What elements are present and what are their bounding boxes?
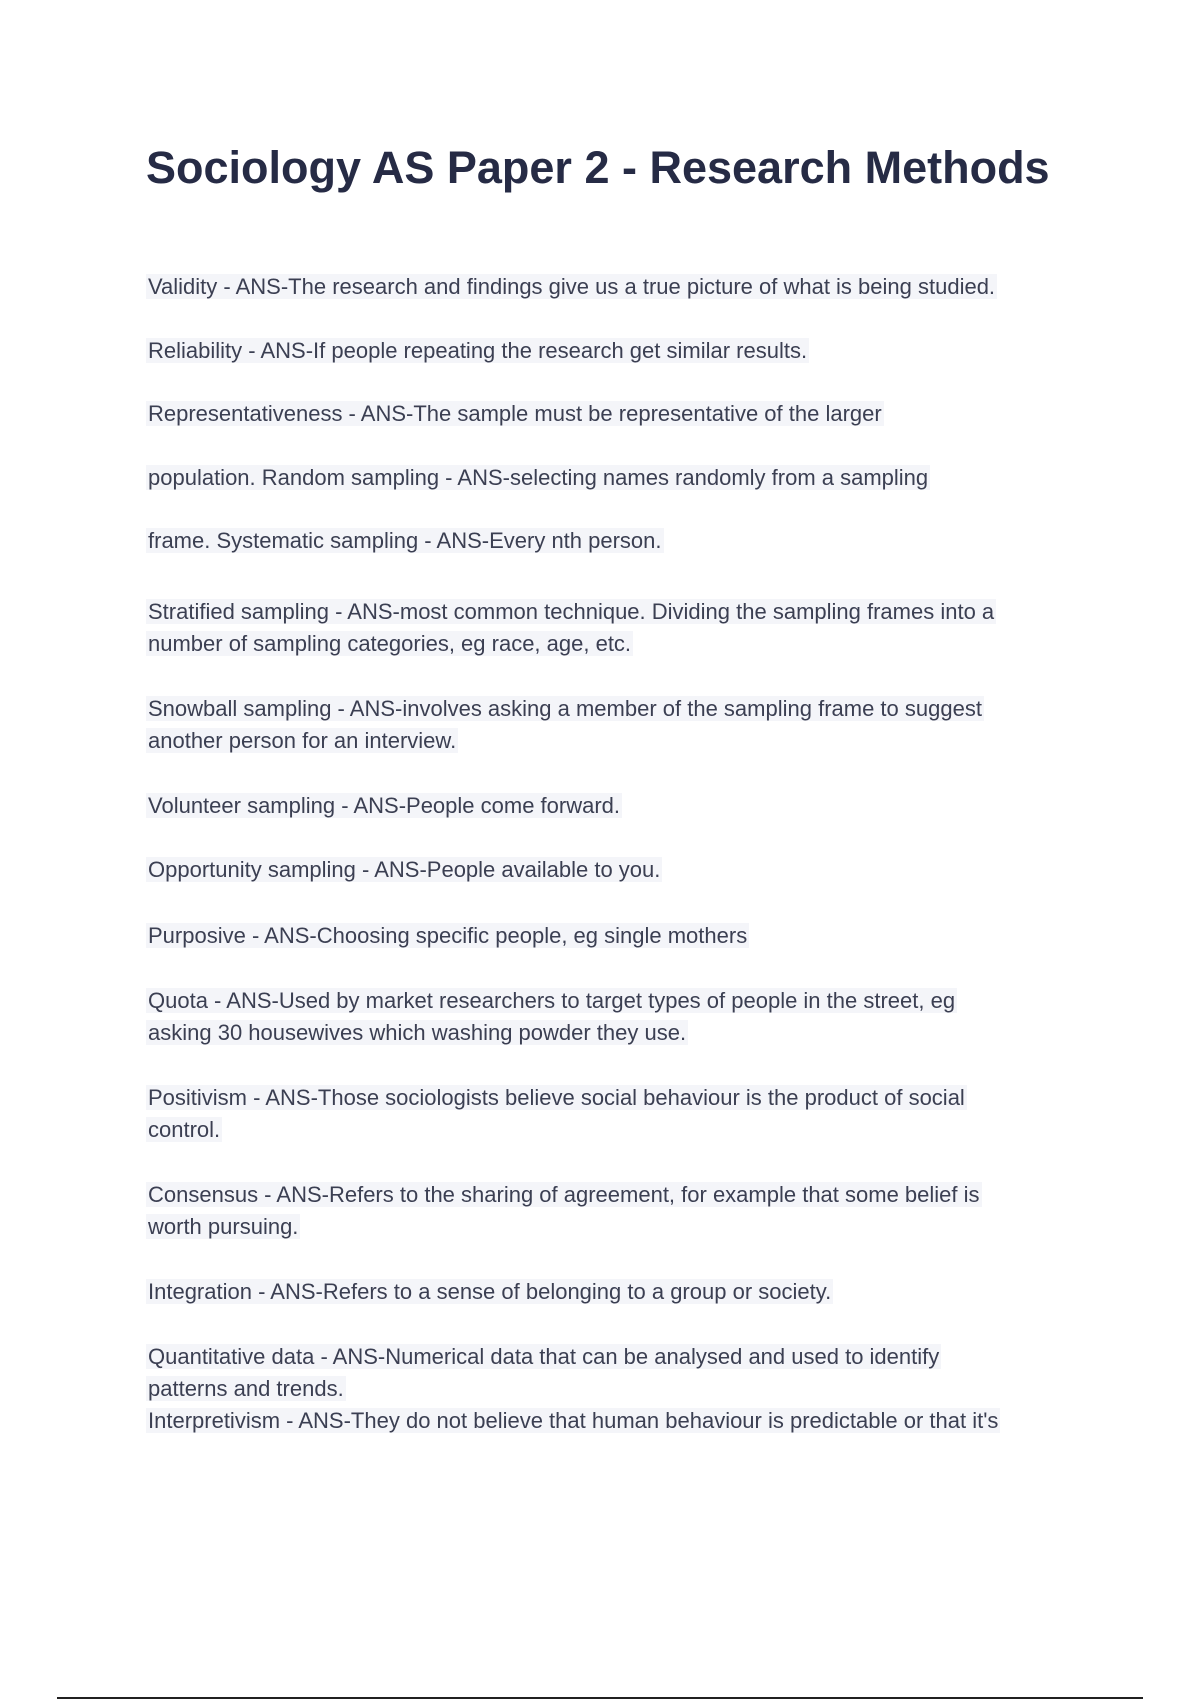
line-text: Integration - ANS-Refers to a sense of belonging to a group or society. bbox=[148, 1279, 832, 1304]
line-text: Representativeness - ANS-The sample must be representative of the larger bbox=[148, 401, 882, 426]
line-text: Purposive - ANS-Choosing specific people, eg single mothers bbox=[148, 923, 748, 948]
line-text: frame. Systematic sampling - ANS-Every nth person. bbox=[148, 528, 662, 553]
line-text: population. Random sampling - ANS-selecting names randomly from a sampling bbox=[148, 465, 929, 490]
text-line-quota-cont bbox=[146, 1017, 688, 1049]
text-line-volunteer-sampling bbox=[146, 790, 622, 822]
text-line-random-sampling bbox=[146, 462, 930, 494]
text-line-quantitative-data bbox=[146, 1341, 941, 1373]
text-line-consensus bbox=[146, 1179, 982, 1211]
line-text: Volunteer sampling - ANS-People come forward. bbox=[148, 793, 621, 818]
text-line-quota bbox=[146, 985, 957, 1017]
text-line-positivism bbox=[146, 1082, 967, 1114]
line-text: Reliability - ANS-If people repeating the research get similar results. bbox=[148, 338, 808, 363]
text-line-stratified-sampling bbox=[146, 596, 996, 628]
text-line-consensus-cont bbox=[146, 1211, 300, 1243]
line-text: Stratified sampling - ANS-most common technique. Dividing the sampling frames into a bbox=[148, 599, 995, 624]
line-text: number of sampling categories, eg race, age, etc. bbox=[148, 631, 632, 656]
text-line-snowball-sampling-cont bbox=[146, 725, 458, 757]
text-line-snowball-sampling bbox=[146, 693, 984, 725]
text-line-interpretivism bbox=[146, 1405, 1000, 1437]
line-text: patterns and trends. bbox=[148, 1376, 344, 1401]
line-text: worth pursuing. bbox=[148, 1214, 299, 1239]
line-text: Quantitative data - ANS-Numerical data that can be analysed and used to identify bbox=[148, 1344, 940, 1369]
text-line-systematic-sampling bbox=[146, 525, 664, 557]
document-title: Sociology AS Paper 2 - Research Methods bbox=[146, 142, 1050, 193]
line-text: Positivism - ANS-Those sociologists believe social behaviour is the product of social bbox=[148, 1085, 965, 1110]
line-text: Snowball sampling - ANS-involves asking a member of the sampling frame to suggest bbox=[148, 696, 982, 721]
line-text: Quota - ANS-Used by market researchers to target types of people in the street, eg bbox=[148, 988, 956, 1013]
text-line-positivism-cont bbox=[146, 1114, 222, 1146]
line-text: Consensus - ANS-Refers to the sharing of agreement, for example that some belief is bbox=[148, 1182, 980, 1207]
text-line-purposive bbox=[146, 920, 749, 952]
text-line-representativeness bbox=[146, 398, 884, 430]
text-line-validity bbox=[146, 271, 997, 303]
text-line-quantitative-data-cont bbox=[146, 1373, 346, 1405]
text-line-integration bbox=[146, 1276, 833, 1308]
line-text: Interpretivism - ANS-They do not believe that human behaviour is predictable or that it's bbox=[148, 1408, 999, 1433]
line-text: Validity - ANS-The research and findings give us a true picture of what is being studied. bbox=[148, 274, 996, 299]
line-text: control. bbox=[148, 1117, 221, 1142]
line-text: Opportunity sampling - ANS-People available to you. bbox=[148, 857, 661, 882]
text-line-reliability bbox=[146, 335, 809, 367]
line-text: asking 30 housewives which washing powder they use. bbox=[148, 1020, 687, 1045]
line-text: another person for an interview. bbox=[148, 728, 457, 753]
text-line-stratified-sampling-cont bbox=[146, 628, 633, 660]
text-line-opportunity-sampling bbox=[146, 854, 662, 886]
page-divider bbox=[57, 1697, 1143, 1699]
